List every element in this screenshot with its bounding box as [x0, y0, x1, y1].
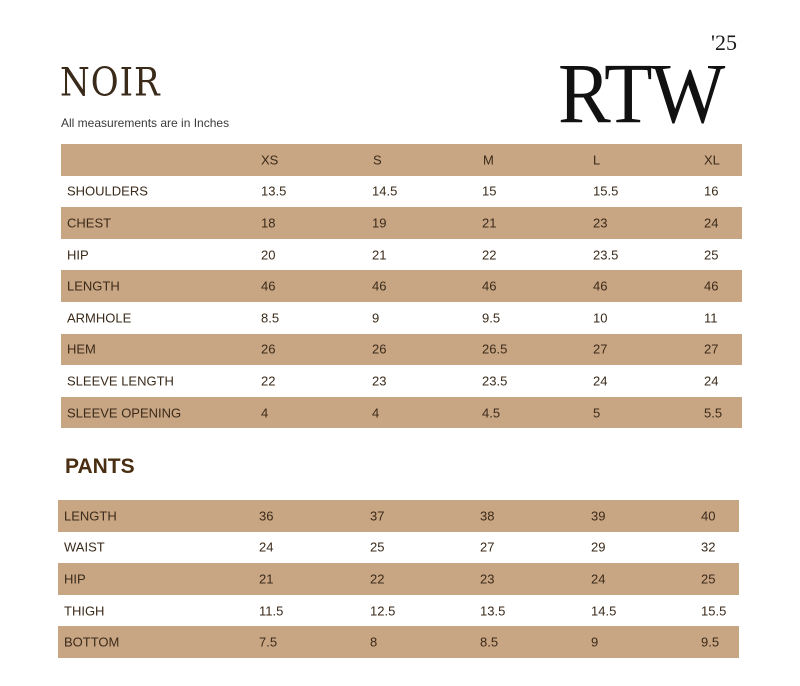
- table-row: [61, 270, 742, 302]
- table-row: [58, 532, 739, 564]
- cell-value: 13.5: [480, 603, 506, 619]
- cell-value: 5: [593, 405, 601, 421]
- cell-value: 4: [372, 405, 380, 421]
- cell-value: 21: [259, 571, 274, 587]
- cell-value: 26: [372, 341, 387, 357]
- brand-logo: NOIR: [60, 60, 161, 106]
- header-l: L: [593, 152, 601, 168]
- table-row: [61, 207, 742, 239]
- row-label: ARMHOLE: [67, 310, 132, 326]
- cell-value: 24: [591, 571, 606, 587]
- table-row: [58, 595, 739, 627]
- cell-value: 19: [372, 215, 387, 231]
- cell-value: 23: [372, 373, 387, 389]
- row-label: WAIST: [64, 539, 105, 555]
- cell-value: 23.5: [593, 247, 619, 263]
- cell-value: 26: [261, 341, 276, 357]
- cell-value: 11.5: [259, 603, 284, 619]
- cell-value: 24: [704, 373, 719, 389]
- cell-value: 22: [482, 247, 497, 263]
- cell-value: 26.5: [482, 341, 508, 357]
- cell-value: 38: [480, 508, 495, 524]
- row-label: LENGTH: [64, 508, 117, 524]
- cell-value: 22: [261, 373, 276, 389]
- cell-value: 8: [370, 634, 378, 650]
- table-row: [58, 500, 739, 532]
- cell-value: 21: [482, 215, 497, 231]
- table-header-row: [61, 144, 742, 176]
- cell-value: 36: [259, 508, 274, 524]
- units-note: All measurements are in Inches: [61, 116, 230, 130]
- table-row: [61, 365, 742, 397]
- table-row: [58, 626, 739, 658]
- cell-value: 16: [704, 183, 719, 199]
- row-label: THIGH: [64, 603, 105, 619]
- cell-value: 39: [591, 508, 606, 524]
- cell-value: 24: [259, 539, 274, 555]
- row-label: CHEST: [67, 215, 112, 231]
- collection-title: RTW: [558, 45, 724, 141]
- cell-value: 22: [370, 571, 385, 587]
- season-year: '25: [711, 30, 737, 55]
- cell-value: 46: [482, 278, 497, 294]
- cell-value: 10: [593, 310, 608, 326]
- row-label: HEM: [67, 341, 96, 357]
- row-label: BOTTOM: [64, 634, 120, 650]
- cell-value: 20: [261, 247, 276, 263]
- cell-value: 15.5: [593, 183, 619, 199]
- cell-value: 8.5: [261, 310, 280, 326]
- header-xl: XL: [704, 152, 720, 168]
- table-row: [61, 397, 742, 429]
- cell-value: 14.5: [591, 603, 617, 619]
- cell-value: 24: [704, 215, 719, 231]
- cell-value: 27: [480, 539, 495, 555]
- cell-value: 46: [593, 278, 608, 294]
- cell-value: 12.5: [370, 603, 396, 619]
- cell-value: 9.5: [701, 634, 720, 650]
- row-label: SLEEVE OPENING: [67, 405, 182, 421]
- cell-value: 23: [593, 215, 608, 231]
- header-m: M: [483, 152, 494, 168]
- row-label: SLEEVE LENGTH: [67, 373, 174, 389]
- table-row: [61, 302, 742, 334]
- cell-value: 5.5: [704, 405, 723, 421]
- table-row: [58, 563, 739, 595]
- row-label: HIP: [67, 247, 89, 263]
- cell-value: 9.5: [482, 310, 501, 326]
- cell-value: 4.5: [482, 405, 501, 421]
- cell-value: 15.5: [701, 603, 727, 619]
- cell-value: 46: [704, 278, 719, 294]
- cell-value: 15: [482, 183, 497, 199]
- section-title-pants: PANTS: [65, 455, 135, 478]
- cell-value: 21: [372, 247, 387, 263]
- cell-value: 9: [591, 634, 599, 650]
- cell-value: 18: [261, 215, 276, 231]
- cell-value: 46: [372, 278, 387, 294]
- row-label: SHOULDERS: [67, 183, 148, 199]
- cell-value: 8.5: [480, 634, 499, 650]
- cell-value: 40: [701, 508, 716, 524]
- cell-value: 14.5: [372, 183, 398, 199]
- cell-value: 23.5: [482, 373, 508, 389]
- table-row: [61, 239, 742, 271]
- cell-value: 27: [704, 341, 719, 357]
- cell-value: 24: [593, 373, 608, 389]
- row-label: LENGTH: [67, 278, 120, 294]
- cell-value: 4: [261, 405, 269, 421]
- row-label: HIP: [64, 571, 86, 587]
- size-chart-top: [61, 144, 742, 428]
- cell-value: 7.5: [259, 634, 278, 650]
- cell-value: 13.5: [261, 183, 287, 199]
- cell-value: 25: [370, 539, 385, 555]
- table-row: [61, 334, 742, 366]
- cell-value: 29: [591, 539, 606, 555]
- cell-value: 27: [593, 341, 608, 357]
- cell-value: 32: [701, 539, 716, 555]
- cell-value: 9: [372, 310, 380, 326]
- header-s: S: [373, 152, 382, 168]
- header-xs: XS: [261, 152, 279, 168]
- cell-value: 25: [704, 247, 719, 263]
- cell-value: 11: [704, 310, 718, 326]
- cell-value: 23: [480, 571, 495, 587]
- cell-value: 25: [701, 571, 716, 587]
- size-chart-pants: [58, 500, 739, 658]
- cell-value: 37: [370, 508, 385, 524]
- table-row: [61, 176, 742, 208]
- cell-value: 46: [261, 278, 276, 294]
